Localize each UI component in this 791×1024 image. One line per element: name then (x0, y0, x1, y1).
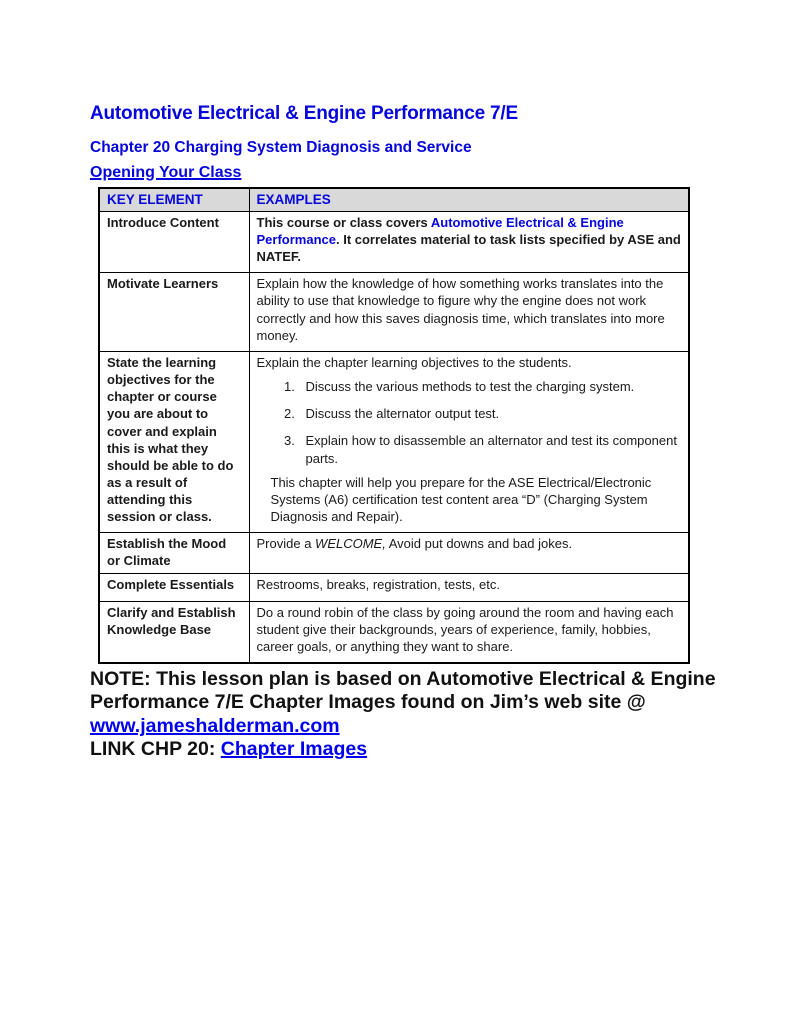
chapter-link-line (90, 738, 718, 761)
table-row (99, 351, 689, 532)
text-segment: Do a round robin of the class by going around the room and having each student give their backgrounds, years of experience, family, hobbies, career goals, or anything they want to share. (256, 604, 674, 654)
highlighted-text: Automotive Electrical & Engine Performance (256, 214, 624, 247)
examples-paragraph (257, 214, 683, 265)
examples-paragraph (257, 275, 683, 344)
column-header-examples: EXAMPLES (249, 188, 689, 211)
text-segment: Explain the chapter learning objectives to the students. (256, 354, 572, 370)
note-text: NOTE: This lesson plan is based on Automotive Electrical & Engine Performance 7/E Chapter Images found on Jim’s web site @ (90, 668, 716, 714)
table-row (99, 574, 689, 601)
key-element-cell: Motivate Learners (99, 273, 249, 352)
chapter-subtitle: Chapter 20 Charging System Diagnosis and Service (90, 139, 472, 156)
table-header-row (99, 188, 689, 211)
table-row (99, 533, 689, 574)
examples-cell (249, 211, 689, 272)
objectives-list-item: 1. Discuss the various methods to test the charging system. (299, 378, 683, 395)
chapter-images-link[interactable]: Chapter Images (220, 738, 368, 761)
table-body (99, 211, 689, 663)
text-segment: Restrooms, breaks, registration, tests, etc. (256, 577, 500, 593)
examples-paragraph (257, 604, 683, 655)
table-row (99, 273, 689, 352)
objectives-list-item: 3. Explain how to disassemble an alternator and test its component parts. (299, 432, 683, 466)
examples-cell (249, 351, 689, 532)
website-link[interactable]: www.jameshalderman.com (90, 714, 340, 737)
examples-cell (249, 533, 689, 574)
note-paragraph (90, 668, 718, 738)
examples-cell (249, 574, 689, 601)
key-element-cell: State the learning objectives for the chapter or course you are about to cover and explain this is what they should be able to do as a result of attending this session or class. (99, 351, 249, 532)
text-segment: Provide a (256, 536, 316, 552)
examples-paragraph (257, 354, 683, 371)
table-row (99, 211, 689, 272)
chapter-link-prefix: LINK CHP 20: (90, 738, 221, 761)
table-row (99, 601, 689, 663)
key-element-cell: Establish the Mood or Climate (99, 533, 249, 574)
examples-paragraph (271, 474, 683, 525)
text-segment: Avoid put downs and bad jokes. (385, 536, 573, 552)
text-segment: This chapter will help you prepare for the ASE Electrical/Electronic Systems (A6) certification test content area “D” (Charging System Diagnosis and Repair). (270, 474, 652, 524)
examples-cell (249, 273, 689, 352)
objectives-list-item: 2. Discuss the alternator output test. (299, 405, 683, 422)
table-header (99, 188, 689, 211)
section-heading-opening-your-class: Opening Your Class (90, 164, 242, 181)
column-header-key-element: KEY ELEMENT (99, 188, 249, 211)
note-block (90, 668, 718, 762)
examples-paragraph (257, 576, 683, 593)
lesson-plan-table (98, 187, 690, 664)
examples-paragraph (257, 535, 683, 552)
text-segment: WELCOME, (315, 536, 386, 552)
document-title: Automotive Electrical & Engine Performance 7/E (90, 103, 518, 124)
text-segment: Explain how the knowledge of how something works translates into the ability to use that knowledge to figure why the engine does not work correctly and how this saves diagnosis time, which translates into more money. (256, 276, 665, 343)
text-segment: . It correlates material to task lists specified by ASE and NATEF. (256, 231, 681, 265)
key-element-cell: Introduce Content (99, 211, 249, 272)
objectives-list (257, 378, 683, 467)
key-element-cell: Complete Essentials (99, 574, 249, 601)
text-segment: This course or class covers (256, 214, 431, 230)
examples-cell (249, 601, 689, 663)
key-element-cell: Clarify and Establish Knowledge Base (99, 601, 249, 663)
